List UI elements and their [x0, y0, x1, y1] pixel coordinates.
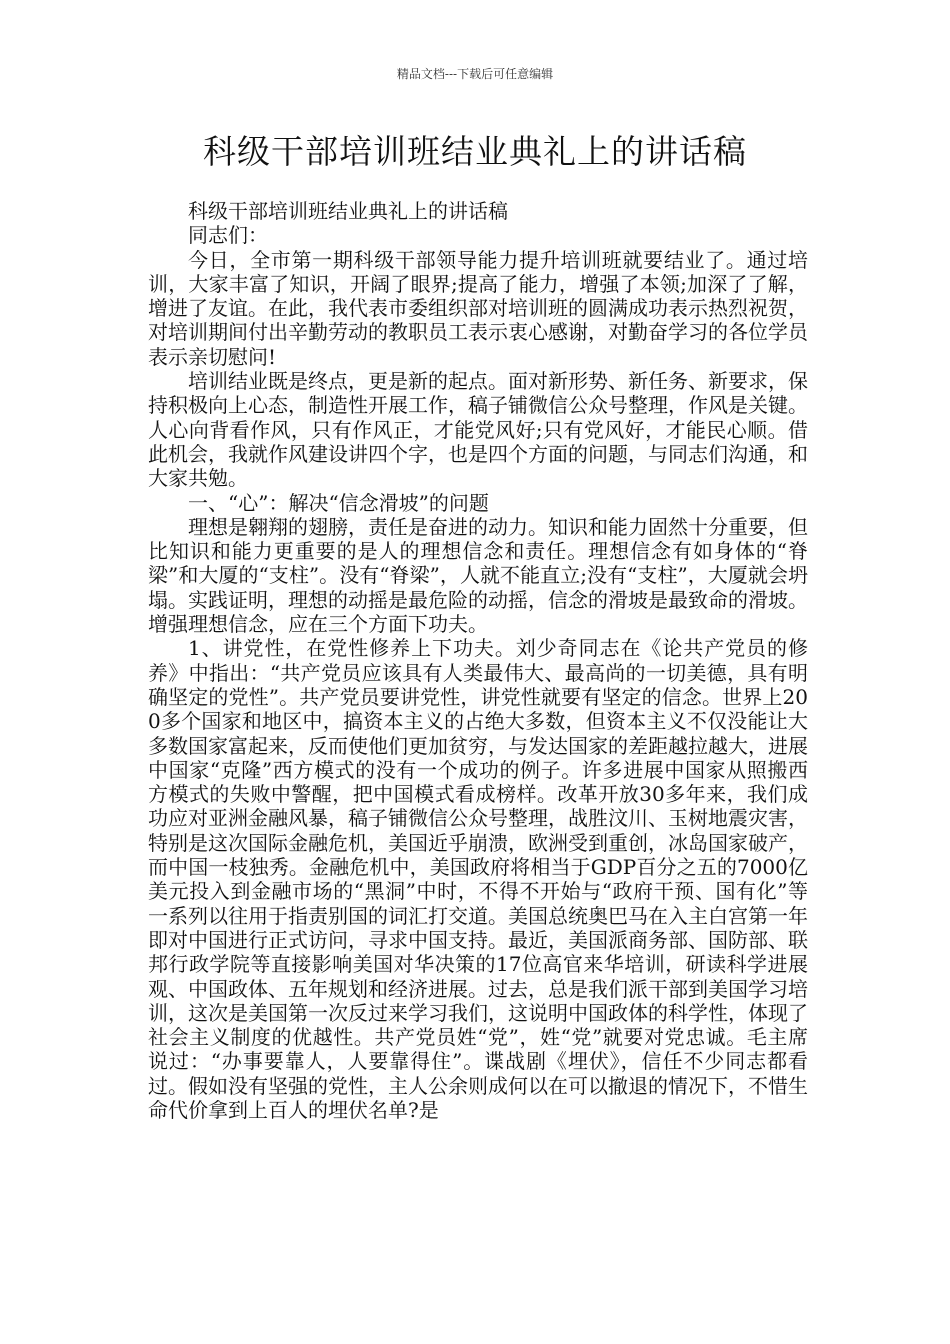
- document-subtitle: 科级干部培训班结业典礼上的讲话稿: [188, 199, 508, 223]
- document-title: 科级干部培训班结业典礼上的讲话稿: [203, 132, 747, 171]
- section-heading: 一、“心”：解决“信念滑坡”的问题: [188, 490, 489, 515]
- header-note: 精品文档---下载后可任意编辑: [396, 67, 554, 81]
- paragraph: 1、讲党性，在党性修养上下功夫。刘少奇同志在《论共产党员的修养》中指出：“共产党员应该具有人类最伟大、最高尚的一切美德，具有明确坚定的党性”。共产党员要讲党性，讲党性就要有坚定的信念。世界上200多个国家和地区中，搞资本主义的占绝大多数，但资本主义不仅没能让大多数国家富起来，反而使他们更加贫穷，与发达国家的差距越拉越大，进展中国家“克隆”西方模式的没有一个成功的例子。许多进展中国家从照搬西方模式的失败中警醒，把中国模式看成榜样。改革开放30多年来，我们成功应对亚洲金融风暴，稿子铺微信公众号整理，战胜汶川、玉树地震灾害，特别是这次国际金融危机，美国近乎崩溃，欧洲受到重创，冰岛国家破产，而中国一枝独秀。金融危机中，美国政府将相当于GDP百分之五的7000亿美元投入到金融市场的“黑洞”中时，不得不开始与“政府干预、国有化”等一系列以往用于指责别国的词汇打交道。美国总统奥巴马在入主白宫第一年即对中国进行正式访问，寻求中国支持。最近，美国派商务部、国防部、联邦行政学院等直接影响美国对华决策的17位高官来华培训，研读科学进展观、中国政体、五年规划和经济进展。过去，总是我们派干部到美国学习培训，这次是美国第一次反过来学习我们，这说明中国政体的科学性，体现了社会主义制度的优越性。共产党员姓“党”，姓“党”就要对党忠诚。毛主席说过：“办事要靠人，人要靠得住”。谍战剧《埋伏》，信任不少同志都看过。假如没有坚强的党性，主人公余则成何以在可以撤退的情况下，不惜生命代价拿到上百人的埋伏名单?是: [148, 636, 808, 1122]
- salutation: 同志们：: [188, 223, 268, 248]
- paragraph: 今日，全市第一期科级干部领导能力提升培训班就要结业了。通过培训，大家丰富了知识，开阔了眼界;提高了能力，增强了本领;加深了了解，增进了友谊。在此，我代表市委组织部对培训班的圆满成功表示热烈祝贺，对培训期间付出辛勤劳动的教职员工表示衷心感谢，对勤奋学习的各位学员表示亲切慰问!: [148, 247, 808, 369]
- paragraph: 培训结业既是终点，更是新的起点。面对新形势、新任务、新要求，保持积极向上心态，制造性开展工作，稿子铺微信公众号整理，作风是关键。人心向背看作风，只有作风正，才能党风好;只有党风好，才能民心顺。借此机会，我就作风建设讲四个字，也是四个方面的问题，与同志们沟通，和大家共勉。: [148, 369, 808, 491]
- paragraph: 理想是翱翔的翅膀，责任是奋进的动力。知识和能力固然十分重要，但比知识和能力更重要的是人的理想信念和责任。理想信念有如身体的“脊梁”和大厦的“支柱”。没有“脊梁”，人就不能直立;没有“支柱”，大厦就会坍塌。实践证明，理想的动摇是最危险的动摇，信念的滑坡是最致命的滑坡。增强理想信念，应在三个方面下功夫。: [148, 514, 808, 637]
- document-body: [148, 199, 808, 1122]
